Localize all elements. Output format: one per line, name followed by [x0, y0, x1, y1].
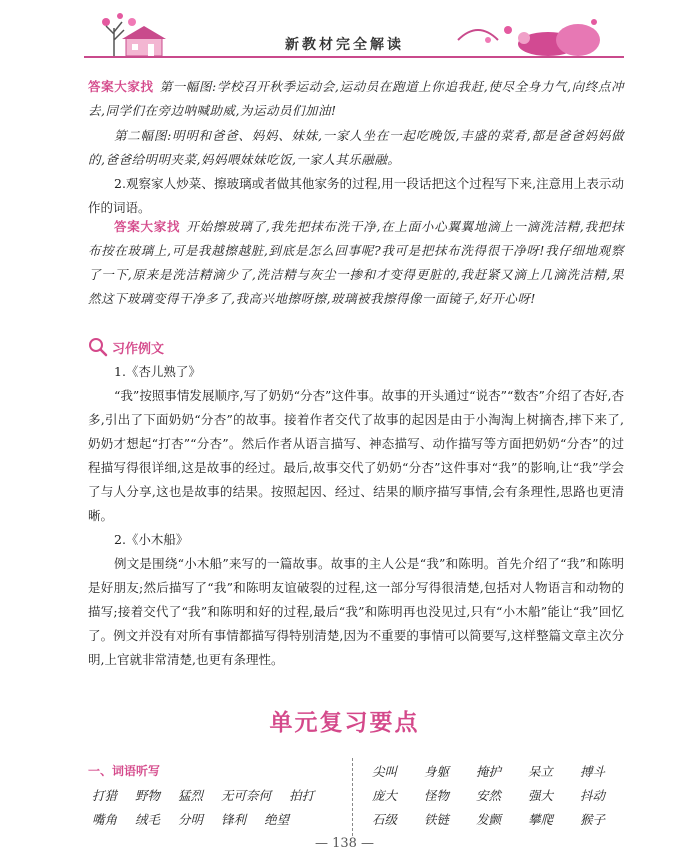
vocab-word: 石级 [372, 812, 398, 827]
vocab-word: 强大 [528, 788, 554, 803]
flower-decoration-icon [448, 10, 608, 58]
vocab-right-row-1 [372, 762, 632, 780]
vocab-right-row-2 [372, 786, 632, 804]
vocab-word: 分明 [178, 812, 204, 827]
vocab-left-row-1 [92, 786, 332, 804]
answer-paragraph-1: 答案大家找 第一幅图:学校召开秋季运动会,运动员在跑道上你追我赶,使尽全身力气,向终点冲去,同学们在旁边呐喊助威,为运动员们加油! [88, 79, 624, 118]
vocab-word: 嘴角 [92, 812, 118, 827]
page-number: — 138 — [314, 836, 375, 851]
vocab-word: 怪物 [424, 788, 450, 803]
vocab-word: 铁链 [424, 812, 450, 827]
vocab-word: 无可奈何 [221, 788, 272, 803]
vocab-word: 野物 [135, 788, 161, 803]
vocab-right-row-3 [372, 810, 632, 828]
example-1-title: 1.《杏儿熟了》 [114, 364, 201, 379]
answer-tag: 答案大家找 [88, 79, 154, 94]
page-header [0, 0, 689, 62]
review-title: 单元复习要点 [269, 710, 420, 736]
header-title: 新教材完全解读 [285, 37, 404, 53]
vocab-word: 打猎 [92, 788, 118, 803]
question-2: 2.观察家人炒菜、擦玻璃或者做其他家务的过程,用一段话把这个过程写下来,注意用上表示动作的词语。 [88, 176, 624, 215]
example-2-title: 2.《小木船》 [114, 532, 189, 547]
vocab-word: 发颤 [476, 812, 502, 827]
examples-heading-label: 习作例文 [112, 341, 165, 357]
answer-paragraph-3: 答案大家找 开始擦玻璃了,我先把抹布洗干净,在上面小心翼翼地滴上一滴洗洁精,我把抹布按在玻璃上,可是我越擦越脏,到底是怎么回事呢?我可是把抹布洗得很干净呀!我仔细地观察了一下,原来是洗洁精滴少了,洗洁精与灰尘一掺和才变得更脏的,我赶紧又滴上几滴洗洁精,果然这下玻璃变得干净多了,我高兴地擦呀擦,玻璃被我擦得像一面镜子,好开心呀! [88, 219, 624, 306]
vocab-word: 尖叫 [372, 764, 398, 779]
example-2-text: 例文是围绕“小木船”来写的一篇故事。故事的主人公是“我”和陈明。首先介绍了“我”和陈明是好朋友;然后描写了“我”和陈明友谊破裂的过程,这一部分写得很清楚,包括对人物语言和动物的描写;接着交代了“我”和陈明和好的过程,最后“我”和陈明再也没见过,只有“小木船”能让“我”回忆了。例文并没有对所有事情都描写得特别清楚,因为不重要的事情可以简要写,这样整篇文章主次分明,上官就非常清楚,也更有条理性。 [88, 556, 624, 667]
vocab-heading: 一、词语听写 [88, 764, 161, 778]
vocab-word: 攀爬 [528, 812, 554, 827]
column-divider [352, 758, 353, 836]
vocab-word: 身躯 [424, 764, 450, 779]
vocab-word: 绝望 [264, 812, 290, 827]
header-rule [84, 56, 624, 58]
vocab-word: 搏斗 [580, 764, 606, 779]
vocab-word: 猴子 [580, 812, 606, 827]
vocab-left-row-2 [92, 810, 307, 828]
vocab-word: 绒毛 [135, 812, 161, 827]
vocab-word: 猛烈 [178, 788, 204, 803]
vocab-word: 安然 [476, 788, 502, 803]
example-1-text: “我”按照事情发展顺序,写了奶奶“分杏”这件事。故事的开头通过“说杏”“数杏”介绍了杏好,杏多,引出了下面奶奶“分杏”的故事。接着作者交代了故事的起因是由于小淘淘上树摘杏,摔下来了,奶奶才想起“打杏”“分杏”。然后作者从语言描写、神态描写、动作描写等方面把奶奶“分杏”的过程描写得很详细,这是故事的经过。最后,故事交代了奶奶“分杏”这件事对“我”的影响,让“我”学会了与人分享,这也是故事的结果。按照起因、经过、结果的顺序描写事情,会有条理性,思路也更清晰。 [88, 388, 624, 523]
vocab-word: 抖动 [580, 788, 606, 803]
examples-heading [88, 336, 164, 358]
answer-paragraph-2: 第二幅图:明明和爸爸、妈妈、妹妹,一家人坐在一起吃晚饭,丰盛的菜肴,都是爸爸妈妈做的,爸爸给明明夹菜,妈妈喂妹妹吃饭,一家人其乐融融。 [88, 128, 624, 167]
vocab-word: 庞大 [372, 788, 398, 803]
answer-tag-2: 答案大家找 [114, 219, 181, 234]
vocab-word: 拍打 [289, 788, 315, 803]
magnifier-icon [88, 337, 108, 357]
vocab-word: 锋利 [221, 812, 247, 827]
vocab-word: 掩护 [476, 764, 502, 779]
vocab-word: 呆立 [528, 764, 554, 779]
